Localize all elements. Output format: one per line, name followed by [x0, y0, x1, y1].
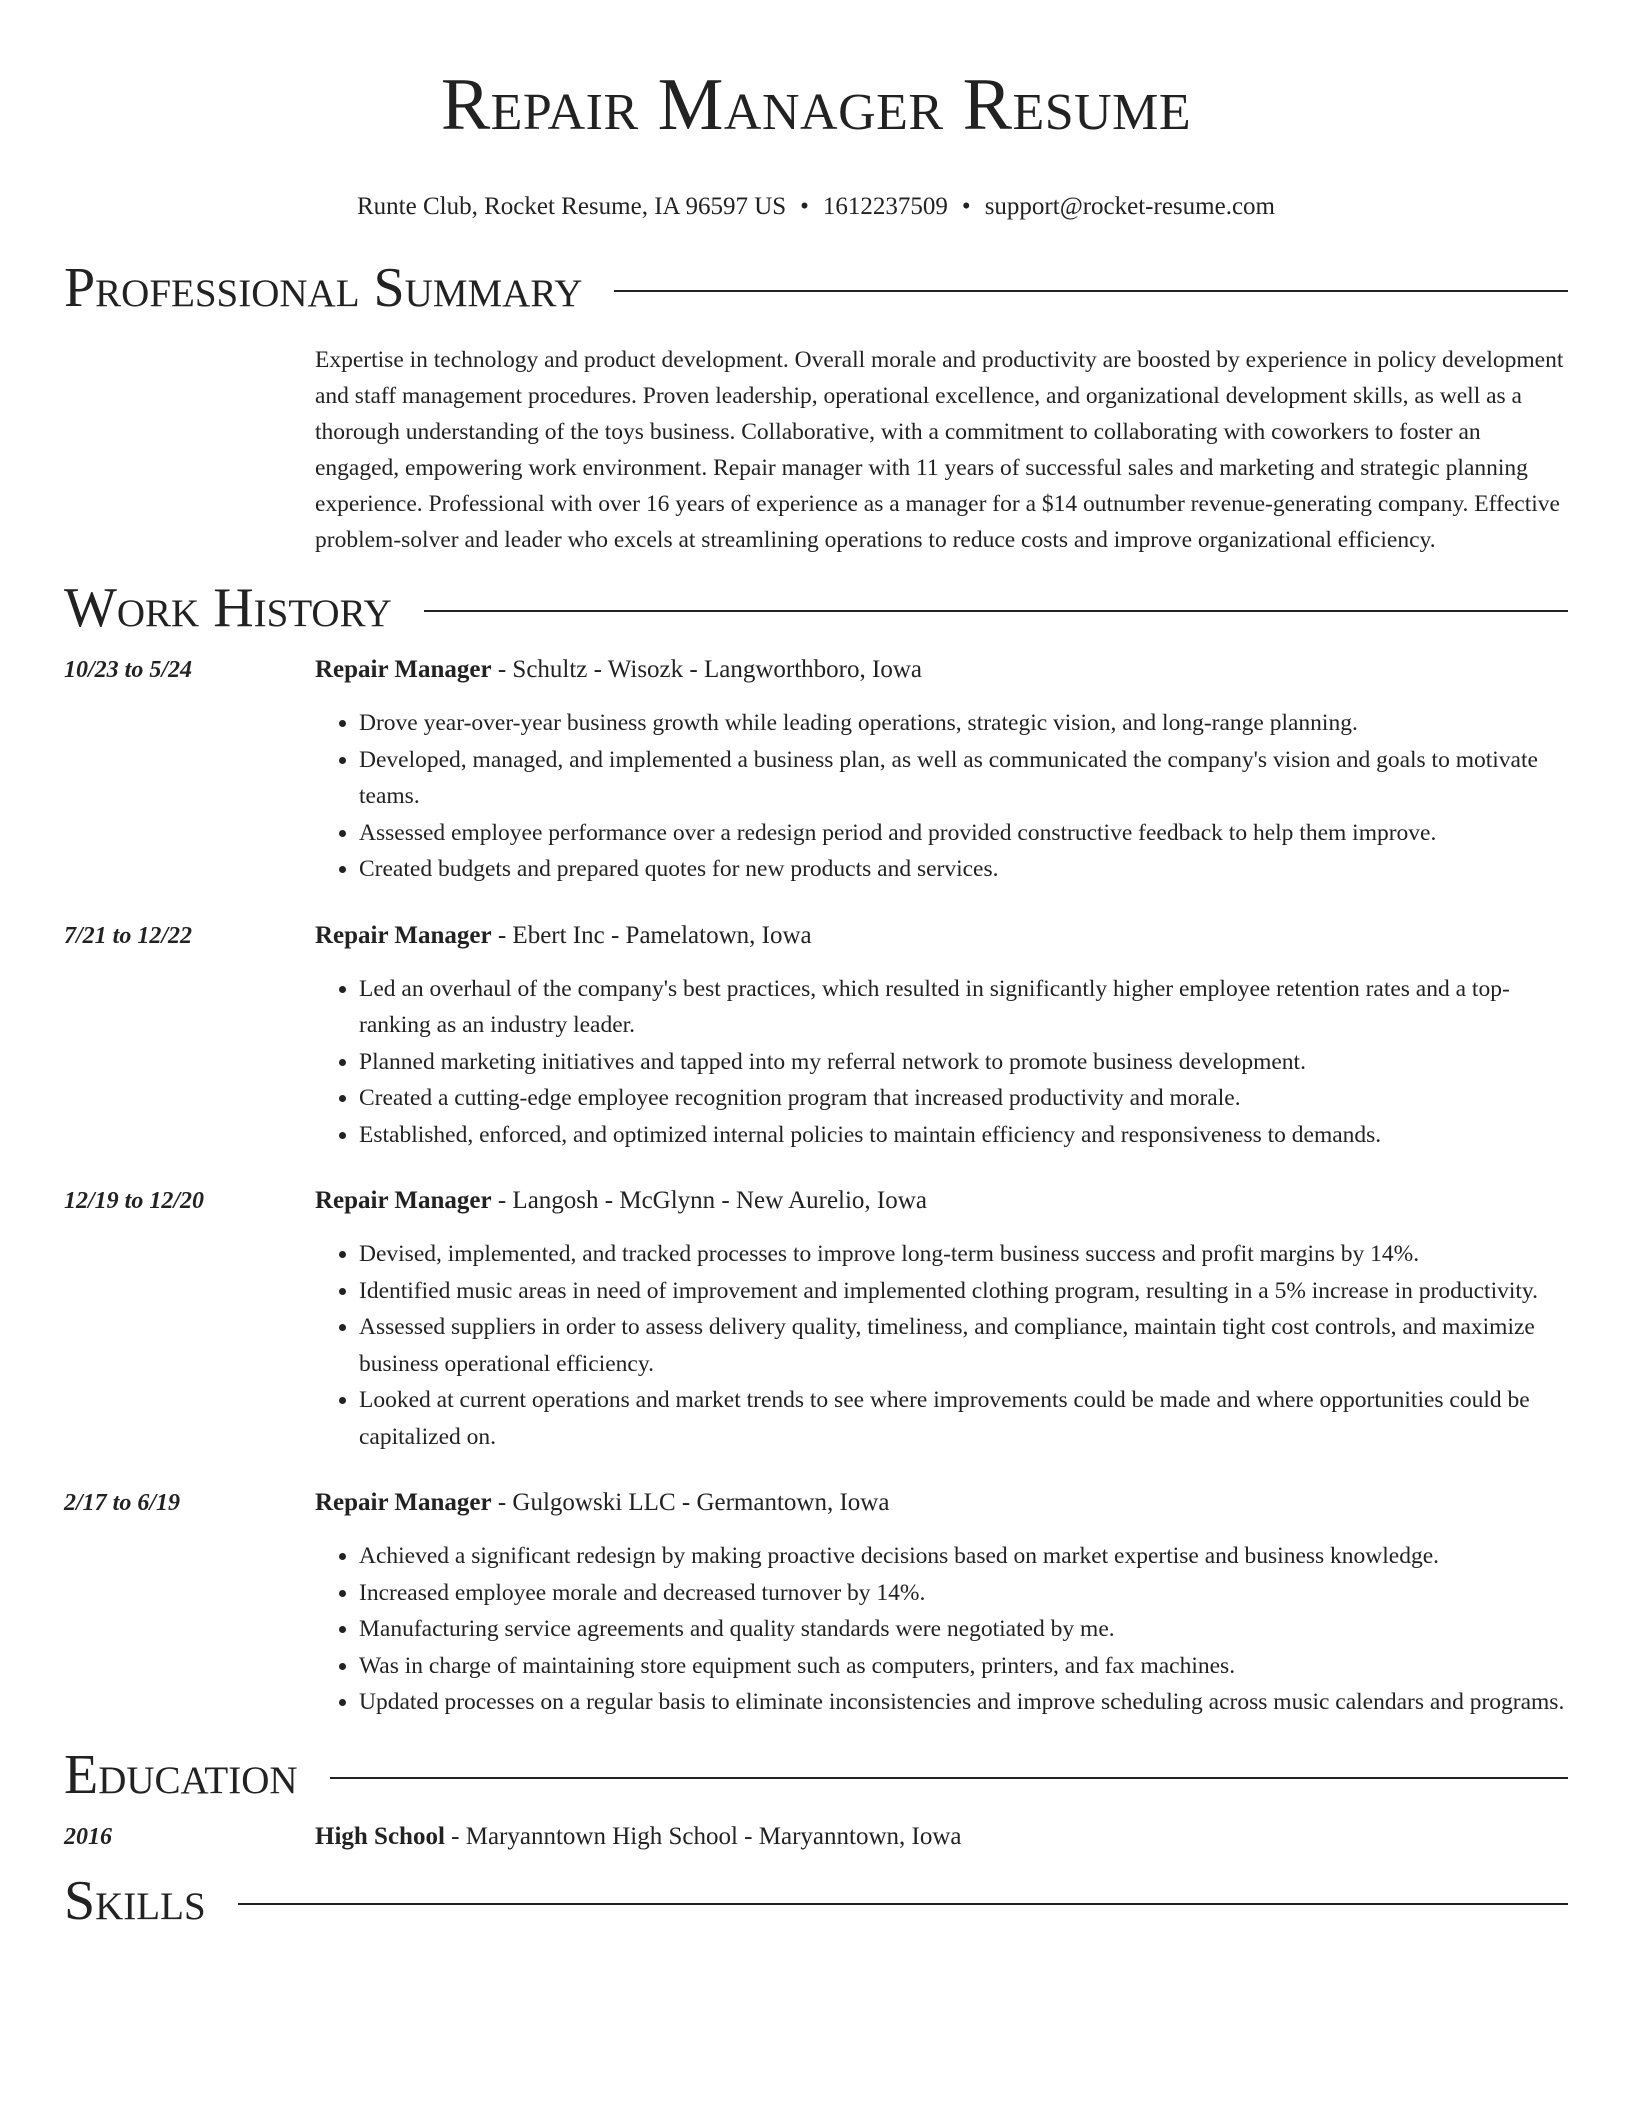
job-bullet-list	[315, 971, 1568, 1154]
job-bullet: • Identified music areas in need of improvement and implemented clothing program, resulting in a 5% increase in productivity.	[359, 1273, 1568, 1310]
contact-address: Runte Club, Rocket Resume, IA 96597 US	[357, 193, 787, 220]
job-dates: 12/19 to 12/20	[64, 1188, 205, 1214]
job-bullet: • Established, enforced, and optimized internal policies to maintain efficiency and responsiveness to demands.	[359, 1117, 1568, 1154]
job-bullet-list	[315, 1236, 1568, 1455]
job-details: - Gulgowski LLC - Germantown, Iowa	[491, 1489, 890, 1516]
job-body	[315, 652, 1568, 888]
section-divider	[238, 1903, 1568, 1905]
education-details: - Maryanntown High School - Maryanntown, Iowa	[444, 1822, 962, 1850]
job-title: Repair Manager	[315, 1187, 492, 1214]
summary-text: Expertise in technology and product development. Overall morale and productivity are boosted by experience in policy development and staff management procedures. Proven leadership, operational excellence, and organizational development skills, as well as a thorough understanding of the toys business. Collaborative, with a commitment to collaborating with coworkers to foster an engaged, empowering work environment. Repair manager with 11 years of successful sales and marketing and strategic planning experience. Professional with over 16 years of experience as a manager for a $14 outnumber revenue-generating company. Effective problem-solver and leader who excels at streamlining operations to reduce costs and improve organizational efficiency.	[315, 347, 1564, 553]
summary-section-header	[64, 256, 1568, 320]
job-title: Repair Manager	[315, 921, 492, 949]
contact-separator: •	[961, 193, 971, 220]
education-section-header	[64, 1743, 1568, 1807]
contact-separator: •	[800, 193, 809, 220]
job-bullet: • Created budgets and prepared quotes for new products and services.	[359, 851, 1568, 888]
job-heading	[315, 918, 1568, 954]
job-heading	[315, 1485, 1568, 1521]
job-title: Repair Manager	[315, 656, 492, 683]
job-bullet: • Devised, implemented, and tracked processes to improve long-term business success and profit margins by 14%.	[359, 1236, 1568, 1273]
job-bullet: • Created a cutting-edge employee recognition program that increased productivity and morale.	[359, 1080, 1568, 1117]
job-title: Repair Manager	[315, 1489, 492, 1516]
job-entry	[64, 1183, 1568, 1455]
job-bullet: • Increased employee morale and decreased turnover by 14%.	[359, 1575, 1568, 1612]
skills-section-header	[64, 1869, 1568, 1933]
job-bullet-list	[315, 705, 1568, 888]
job-entry	[64, 652, 1568, 888]
job-bullet: • Was in charge of maintaining store equipment such as computers, printers, and fax machines.	[359, 1648, 1568, 1685]
work-history-heading: Work History	[64, 577, 392, 639]
contact-line	[64, 192, 1568, 222]
job-bullet: • Drove year-over-year business growth while leading operations, strategic vision, and long-range planning.	[359, 705, 1568, 742]
job-bullet: • Planned marketing initiatives and tapped into my referral network to promote business development.	[359, 1044, 1568, 1081]
contact-phone: 1612237509	[822, 193, 948, 220]
education-year: 2016	[64, 1823, 112, 1850]
job-entry	[64, 1485, 1568, 1721]
job-bullet: • Led an overhaul of the company's best practices, which resulted in significantly higher employee retention rates and a top-ranking as an industry leader.	[359, 971, 1568, 1044]
education-heading: Education	[64, 1743, 298, 1806]
job-bullet-list	[315, 1538, 1568, 1721]
job-body	[315, 1485, 1568, 1721]
job-dates: 10/23 to 5/24	[64, 657, 193, 683]
section-divider	[614, 290, 1568, 292]
education-body	[315, 1819, 1568, 1855]
education-heading-line	[315, 1819, 1568, 1855]
job-dates: 7/21 to 12/22	[64, 922, 193, 949]
skills-heading: Skills	[64, 1869, 206, 1932]
job-details: - Schultz - Wisozk - Langworthboro, Iowa	[491, 656, 922, 683]
job-heading	[315, 652, 1568, 688]
education-entry	[64, 1819, 1568, 1855]
job-body	[315, 1183, 1568, 1455]
job-bullet: • Updated processes on a regular basis to eliminate inconsistencies and improve scheduling across music calendars and programs.	[359, 1684, 1568, 1721]
job-dates: 2/17 to 6/19	[64, 1490, 181, 1516]
job-details: - Ebert Inc - Pamelatown, Iowa	[491, 921, 812, 949]
section-divider	[424, 610, 1568, 612]
job-bullet: • Developed, managed, and implemented a business plan, as well as communicated the company's vision and goals to motivate teams.	[359, 742, 1568, 815]
job-bullet: • Manufacturing service agreements and quality standards were negotiated by me.	[359, 1611, 1568, 1648]
education-degree: High School	[315, 1822, 445, 1850]
job-bullet: • Assessed suppliers in order to assess delivery quality, timeliness, and compliance, maintain tight cost controls, and maximize business operational efficiency.	[359, 1309, 1568, 1382]
job-details: - Langosh - McGlynn - New Aurelio, Iowa	[491, 1187, 927, 1214]
job-body	[315, 918, 1568, 1154]
job-entry	[64, 918, 1568, 1154]
job-bullet: • Achieved a significant redesign by making proactive decisions based on market expertise and business knowledge.	[359, 1538, 1568, 1575]
job-heading	[315, 1183, 1568, 1219]
resume-title: Repair Manager Resume	[440, 64, 1192, 146]
section-divider	[330, 1777, 1568, 1779]
contact-email: support@rocket-resume.com	[984, 193, 1275, 220]
summary-heading: Professional Summary	[64, 257, 583, 319]
work-history-section-header	[64, 576, 1568, 640]
job-bullet: • Looked at current operations and market trends to see where improvements could be made and where opportunities could be capitalized on.	[359, 1382, 1568, 1455]
job-bullet: • Assessed employee performance over a redesign period and provided constructive feedback to help them improve.	[359, 815, 1568, 852]
